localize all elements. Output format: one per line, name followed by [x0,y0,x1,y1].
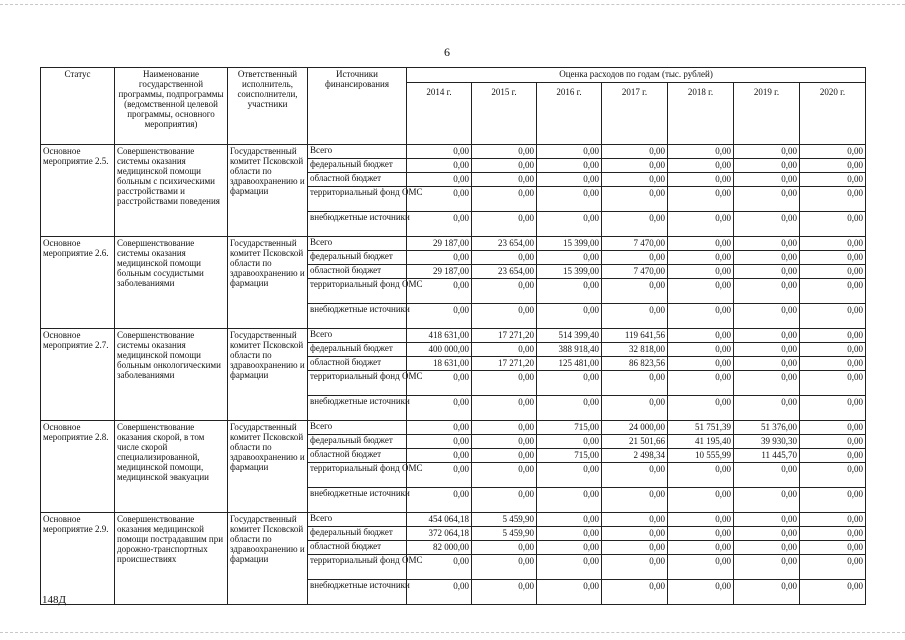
value-cell: 0,00 [800,304,866,329]
value-cell: 0,00 [800,187,866,212]
value-cell: 0,00 [668,304,734,329]
value-cell: 0,00 [472,251,537,265]
responsible-cell: Государственный комитет Псковской области по здравоохранению и фармации [228,329,308,421]
value-cell: 0,00 [734,173,800,187]
value-cell: 0,00 [472,212,537,237]
value-cell: 0,00 [602,580,668,605]
header-year: 2016 г. [537,83,602,145]
header-year: 2018 г. [668,83,734,145]
value-cell: 0,00 [602,396,668,421]
value-cell: 0,00 [407,463,472,488]
value-cell: 0,00 [800,396,866,421]
value-cell: 0,00 [472,541,537,555]
value-cell: 0,00 [668,237,734,251]
value-cell: 0,00 [537,304,602,329]
value-cell: 0,00 [734,513,800,527]
value-cell: 0,00 [472,279,537,304]
status-cell: Основное мероприятие 2.9. [41,513,115,605]
value-cell: 400 000,00 [407,343,472,357]
name-cell: Совершенствование системы оказания медицинской помощи больным онкологическими заболеваниями [115,329,228,421]
status-cell: Основное мероприятие 2.6. [41,237,115,329]
value-cell: 0,00 [668,343,734,357]
value-cell: 0,00 [734,541,800,555]
source-cell: внебюджетные источники [308,212,407,237]
table-row [41,237,866,251]
value-cell: 0,00 [800,371,866,396]
source-cell: Всего [308,329,407,343]
value-cell: 0,00 [734,187,800,212]
value-cell: 5 459,90 [472,513,537,527]
value-cell: 0,00 [800,580,866,605]
source-cell: территориальный фонд ОМС [308,279,407,304]
value-cell: 7 470,00 [602,265,668,279]
value-cell: 2 498,34 [602,449,668,463]
value-cell: 0,00 [602,173,668,187]
value-cell: 715,00 [537,449,602,463]
value-cell: 0,00 [668,212,734,237]
value-cell: 5 459,90 [472,527,537,541]
header-status: Статус [41,68,115,145]
name-cell: Совершенствование оказания скорой, в том числе скорой специализированной, медицинской помощи, медицинской эвакуации [115,421,228,513]
value-cell: 0,00 [734,304,800,329]
expenses-table [40,67,866,605]
value-cell: 0,00 [537,371,602,396]
value-cell: 82 000,00 [407,541,472,555]
value-cell: 0,00 [602,187,668,212]
value-cell: 0,00 [537,580,602,605]
value-cell: 0,00 [407,421,472,435]
value-cell: 0,00 [602,145,668,159]
value-cell: 0,00 [800,463,866,488]
header-name: Наименование государственной программы, подпрограммы (ведомственной целевой программы, основного мероприятия) [115,68,228,145]
value-cell: 86 823,56 [602,357,668,371]
value-cell: 18 631,00 [407,357,472,371]
value-cell: 0,00 [800,237,866,251]
source-cell: областной бюджет [308,173,407,187]
value-cell: 0,00 [668,279,734,304]
value-cell: 0,00 [734,329,800,343]
value-cell: 23 654,00 [472,265,537,279]
value-cell: 0,00 [537,555,602,580]
value-cell: 0,00 [668,541,734,555]
value-cell: 418 631,00 [407,329,472,343]
page-number: 6 [444,45,450,59]
value-cell: 0,00 [734,237,800,251]
header-year: 2019 г. [734,83,800,145]
value-cell: 0,00 [602,159,668,173]
value-cell: 0,00 [668,513,734,527]
value-cell: 125 481,00 [537,357,602,371]
value-cell: 0,00 [537,173,602,187]
value-cell: 51 751,39 [668,421,734,435]
header-sources: Источники финансирования [308,68,407,145]
value-cell: 0,00 [537,279,602,304]
value-cell: 0,00 [800,265,866,279]
source-cell: территориальный фонд ОМС [308,463,407,488]
responsible-cell: Государственный комитет Псковской области по здравоохранению и фармации [228,513,308,605]
source-cell: федеральный бюджет [308,251,407,265]
source-cell: федеральный бюджет [308,527,407,541]
value-cell: 0,00 [472,463,537,488]
value-cell: 0,00 [537,527,602,541]
value-cell: 454 064,18 [407,513,472,527]
value-cell: 715,00 [537,421,602,435]
source-cell: внебюджетные источники [308,304,407,329]
value-cell: 0,00 [800,159,866,173]
scan-bottom-edge [0,632,905,633]
value-cell: 0,00 [407,580,472,605]
value-cell: 0,00 [734,555,800,580]
value-cell: 0,00 [537,463,602,488]
name-cell: Совершенствование оказания медицинской помощи пострадавшим при дорожно-транспортных происшествиях [115,513,228,605]
value-cell: 0,00 [472,488,537,513]
value-cell: 0,00 [407,488,472,513]
status-cell: Основное мероприятие 2.5. [41,145,115,237]
value-cell: 0,00 [734,488,800,513]
value-cell: 0,00 [668,159,734,173]
value-cell: 0,00 [800,488,866,513]
value-cell: 0,00 [668,329,734,343]
value-cell: 0,00 [800,251,866,265]
value-cell: 0,00 [472,304,537,329]
value-cell: 0,00 [472,580,537,605]
value-cell: 388 918,40 [537,343,602,357]
value-cell: 0,00 [734,145,800,159]
source-cell: территориальный фонд ОМС [308,555,407,580]
value-cell: 0,00 [734,580,800,605]
table-row [41,421,866,435]
value-cell: 0,00 [537,513,602,527]
value-cell: 0,00 [668,173,734,187]
value-cell: 0,00 [537,541,602,555]
value-cell: 0,00 [800,173,866,187]
value-cell: 0,00 [668,187,734,212]
value-cell: 0,00 [407,173,472,187]
header-year: 2017 г. [602,83,668,145]
name-cell: Совершенствование системы оказания медицинской помощи больным сосудистыми заболеваниями [115,237,228,329]
value-cell: 0,00 [407,187,472,212]
value-cell: 0,00 [472,555,537,580]
source-cell: внебюджетные источники [308,580,407,605]
value-cell: 0,00 [668,371,734,396]
source-cell: областной бюджет [308,265,407,279]
table-row [41,145,866,159]
value-cell: 0,00 [537,145,602,159]
value-cell: 0,00 [407,279,472,304]
value-cell: 0,00 [668,555,734,580]
value-cell: 39 930,30 [734,435,800,449]
source-cell: федеральный бюджет [308,343,407,357]
header-year: 2014 г. [407,83,472,145]
value-cell: 0,00 [668,396,734,421]
status-cell: Основное мероприятие 2.8. [41,421,115,513]
value-cell: 0,00 [407,304,472,329]
value-cell: 0,00 [668,265,734,279]
value-cell: 0,00 [407,435,472,449]
value-cell: 0,00 [407,396,472,421]
value-cell: 0,00 [602,279,668,304]
value-cell: 0,00 [800,449,866,463]
value-cell: 0,00 [734,357,800,371]
value-cell: 0,00 [602,371,668,396]
source-cell: территориальный фонд ОМС [308,371,407,396]
value-cell: 0,00 [472,173,537,187]
value-cell: 7 470,00 [602,237,668,251]
value-cell: 41 195,40 [668,435,734,449]
value-cell: 0,00 [800,527,866,541]
document-stamp: 148Д [42,594,67,606]
responsible-cell: Государственный комитет Псковской области по здравоохранению и фармации [228,421,308,513]
value-cell: 0,00 [800,541,866,555]
value-cell: 0,00 [668,145,734,159]
value-cell: 15 399,00 [537,237,602,251]
value-cell: 0,00 [537,159,602,173]
value-cell: 0,00 [668,463,734,488]
status-cell: Основное мероприятие 2.7. [41,329,115,421]
value-cell: 0,00 [472,396,537,421]
source-cell: областной бюджет [308,449,407,463]
value-cell: 0,00 [668,527,734,541]
value-cell: 51 376,00 [734,421,800,435]
source-cell: Всего [308,513,407,527]
source-cell: федеральный бюджет [308,159,407,173]
value-cell: 0,00 [537,396,602,421]
value-cell: 0,00 [800,145,866,159]
source-cell: федеральный бюджет [308,435,407,449]
source-cell: областной бюджет [308,357,407,371]
value-cell: 372 064,18 [407,527,472,541]
value-cell: 0,00 [602,251,668,265]
value-cell: 17 271,20 [472,329,537,343]
header-expenses: Оценка расходов по годам (тыс. рублей) [407,68,866,83]
value-cell: 10 555,99 [668,449,734,463]
value-cell: 0,00 [602,541,668,555]
name-cell: Совершенствование системы оказания медицинской помощи больным с психическими расстройствами и расстройствами поведения [115,145,228,237]
value-cell: 29 187,00 [407,237,472,251]
value-cell: 0,00 [472,421,537,435]
value-cell: 0,00 [537,488,602,513]
value-cell: 0,00 [472,371,537,396]
value-cell: 0,00 [407,555,472,580]
source-cell: внебюджетные источники [308,488,407,513]
value-cell: 0,00 [800,513,866,527]
value-cell: 0,00 [668,488,734,513]
source-cell: Всего [308,421,407,435]
value-cell: 0,00 [800,421,866,435]
header-responsible: Ответственный исполнитель, соисполнители, участники [228,68,308,145]
value-cell: 0,00 [407,145,472,159]
value-cell: 0,00 [407,159,472,173]
value-cell: 15 399,00 [537,265,602,279]
value-cell: 0,00 [472,187,537,212]
table-row [41,329,866,343]
value-cell: 0,00 [800,329,866,343]
value-cell: 32 818,00 [602,343,668,357]
value-cell: 0,00 [537,251,602,265]
value-cell: 0,00 [800,357,866,371]
value-cell: 0,00 [472,159,537,173]
value-cell: 0,00 [800,435,866,449]
value-cell: 0,00 [602,304,668,329]
value-cell: 0,00 [407,212,472,237]
responsible-cell: Государственный комитет Псковской области по здравоохранению и фармации [228,237,308,329]
source-cell: Всего [308,145,407,159]
value-cell: 0,00 [472,343,537,357]
responsible-cell: Государственный комитет Псковской области по здравоохранению и фармации [228,145,308,237]
value-cell: 0,00 [472,449,537,463]
value-cell: 0,00 [472,435,537,449]
value-cell: 0,00 [734,212,800,237]
value-cell: 0,00 [668,357,734,371]
value-cell: 0,00 [734,279,800,304]
value-cell: 0,00 [734,159,800,173]
scan-top-edge [0,4,905,5]
value-cell: 0,00 [472,145,537,159]
value-cell: 21 501,66 [602,435,668,449]
value-cell: 0,00 [734,371,800,396]
value-cell: 29 187,00 [407,265,472,279]
value-cell: 0,00 [602,555,668,580]
value-cell: 17 271,20 [472,357,537,371]
value-cell: 0,00 [602,463,668,488]
value-cell: 0,00 [537,212,602,237]
source-cell: областной бюджет [308,541,407,555]
header-year: 2020 г. [800,83,866,145]
table-row [41,513,866,527]
source-cell: территориальный фонд ОМС [308,187,407,212]
value-cell: 0,00 [602,212,668,237]
value-cell: 0,00 [668,580,734,605]
value-cell: 0,00 [602,513,668,527]
source-cell: внебюджетные источники [308,396,407,421]
value-cell: 0,00 [407,371,472,396]
value-cell: 0,00 [537,187,602,212]
value-cell: 0,00 [668,251,734,265]
value-cell: 0,00 [734,343,800,357]
value-cell: 0,00 [800,343,866,357]
value-cell: 0,00 [734,265,800,279]
source-cell: Всего [308,237,407,251]
value-cell: 0,00 [407,251,472,265]
value-cell: 0,00 [537,435,602,449]
value-cell: 0,00 [800,555,866,580]
value-cell: 24 000,00 [602,421,668,435]
value-cell: 23 654,00 [472,237,537,251]
value-cell: 0,00 [734,251,800,265]
value-cell: 0,00 [734,527,800,541]
value-cell: 0,00 [800,279,866,304]
value-cell: 0,00 [407,449,472,463]
value-cell: 0,00 [734,396,800,421]
value-cell: 0,00 [602,488,668,513]
value-cell: 0,00 [800,212,866,237]
value-cell: 11 445,70 [734,449,800,463]
value-cell: 119 641,56 [602,329,668,343]
value-cell: 0,00 [734,463,800,488]
value-cell: 0,00 [602,527,668,541]
header-year: 2015 г. [472,83,537,145]
value-cell: 514 399,40 [537,329,602,343]
